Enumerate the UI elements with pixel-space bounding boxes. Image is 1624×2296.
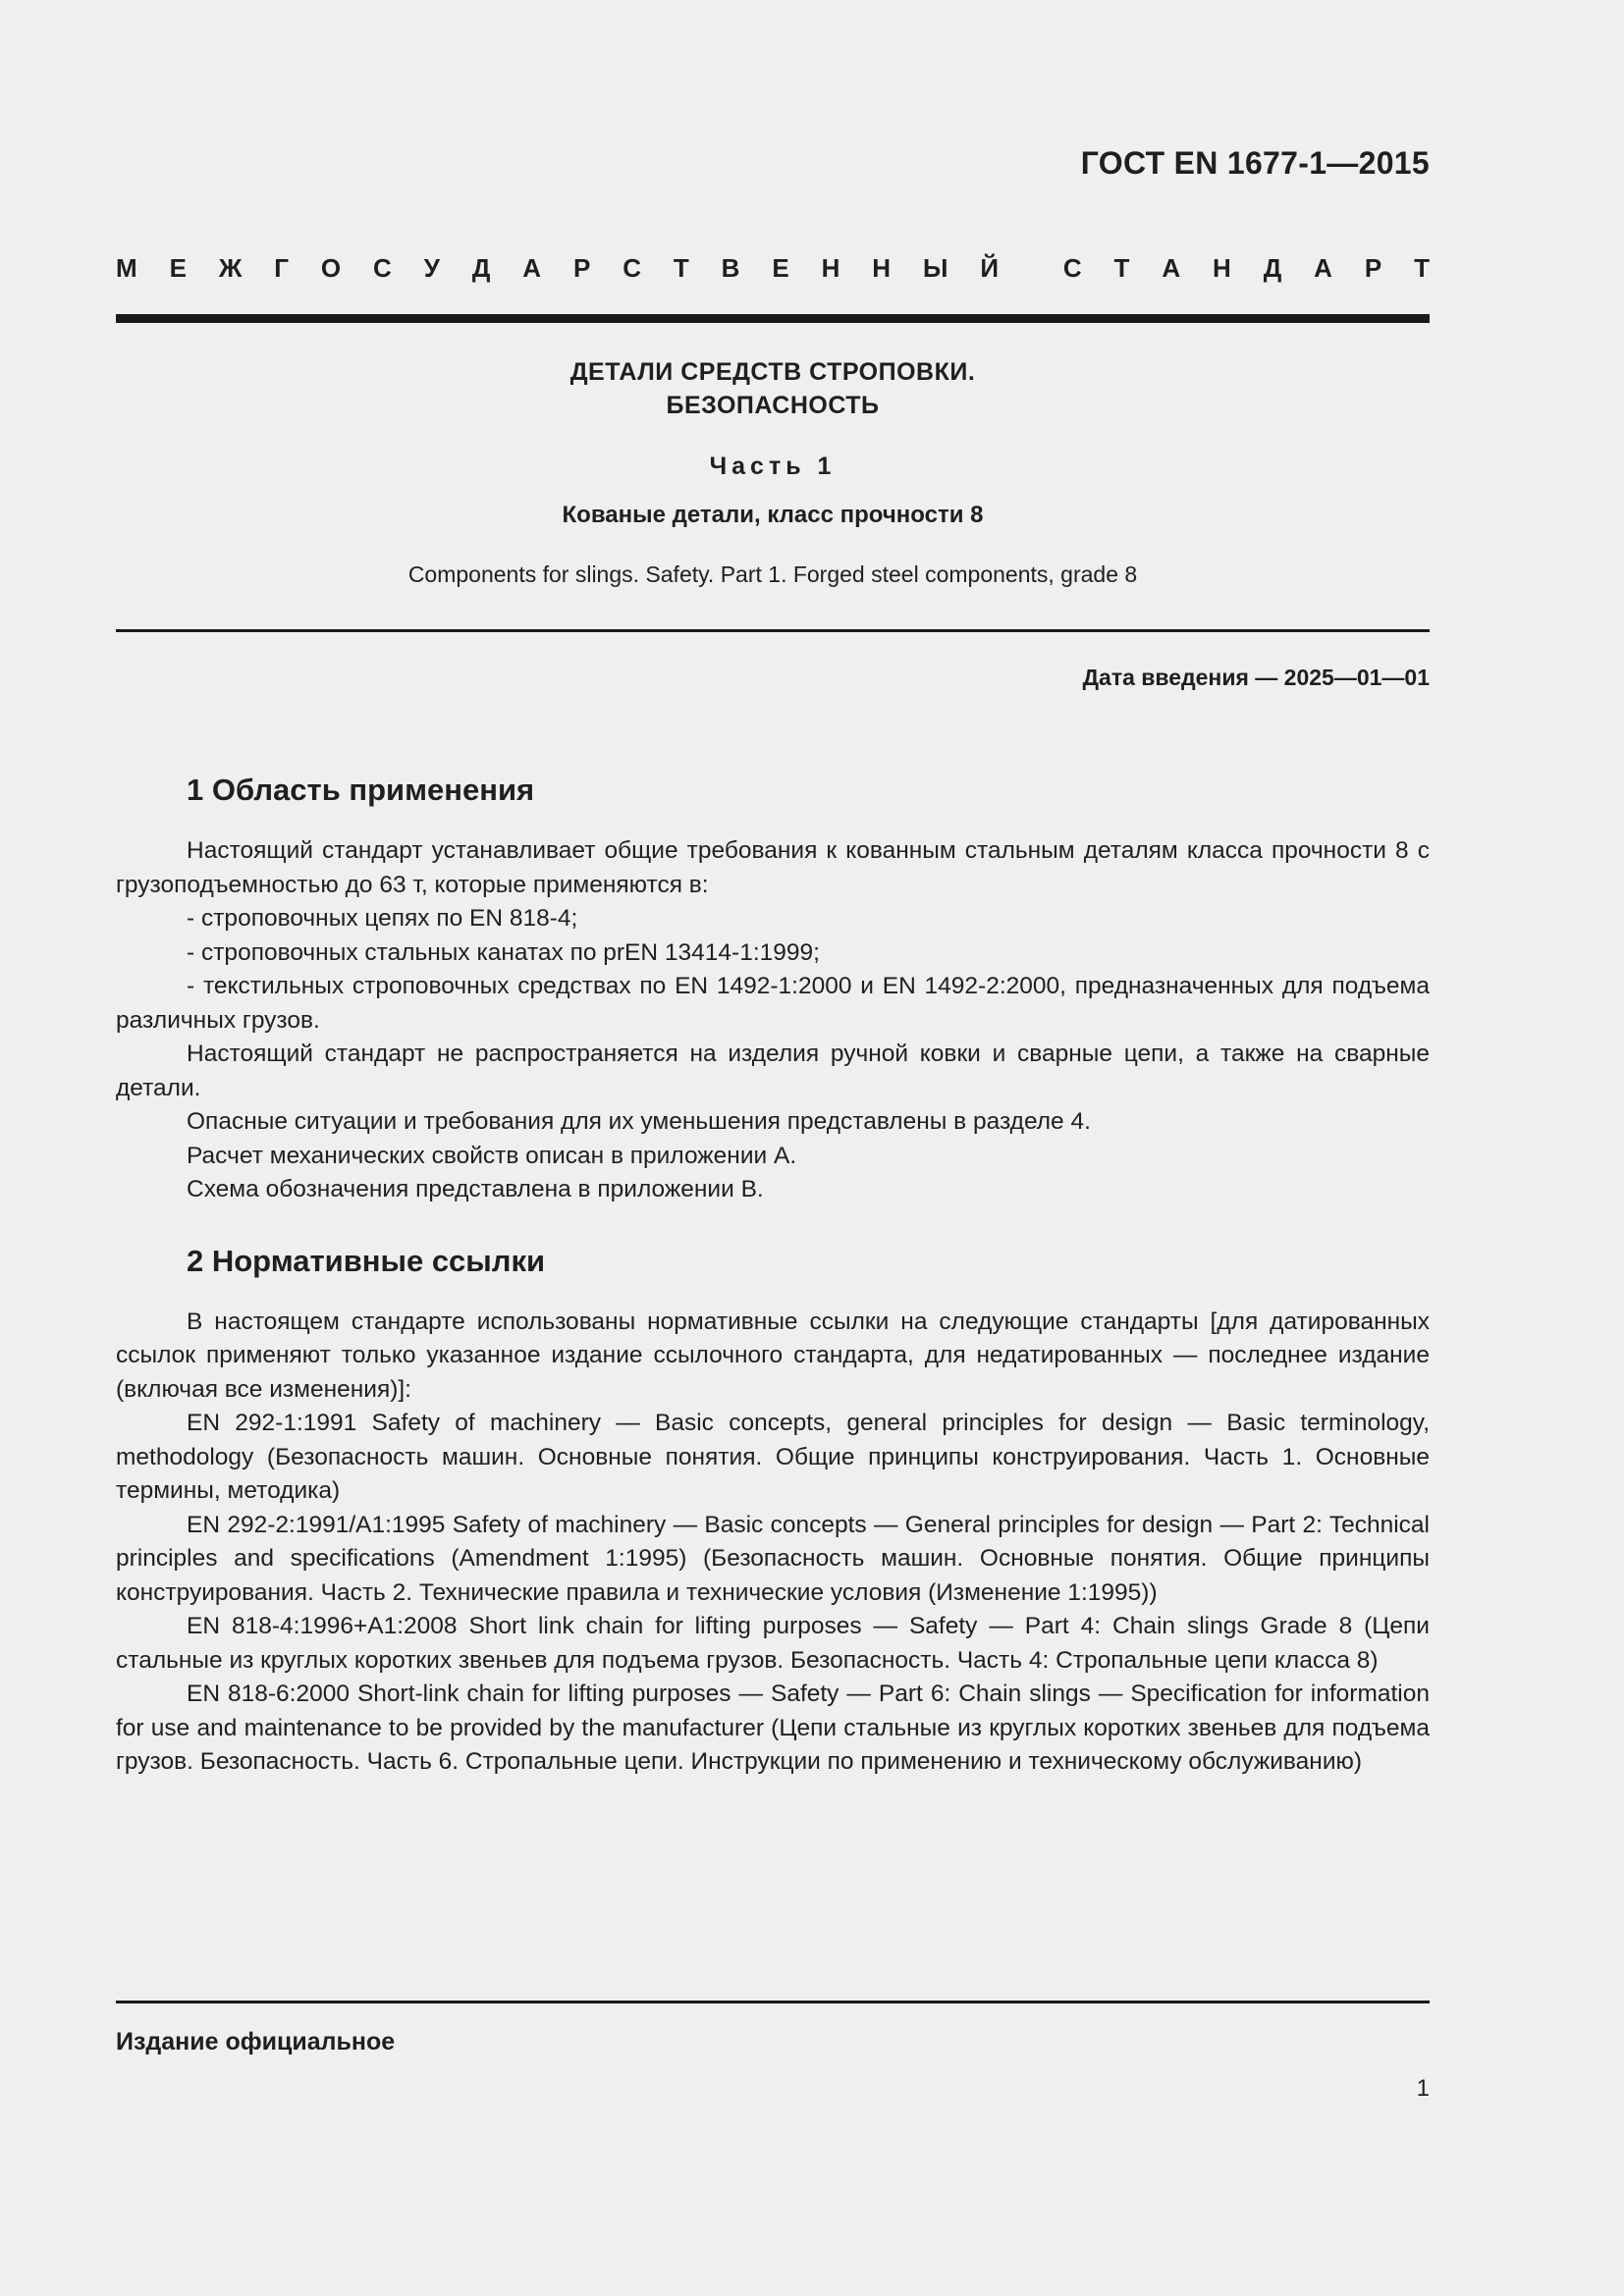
section-1-paragraph: Настоящий стандарт не распространяется на изделия ручной ковки и сварные цепи, а также на сварные детали. xyxy=(116,1041,1430,1101)
standard-type-letter: О xyxy=(320,253,342,283)
official-edition-label: Издание официальное xyxy=(116,2028,396,2056)
standard-type-letter: А xyxy=(1314,253,1332,283)
title-divider xyxy=(116,629,1430,632)
document-body xyxy=(116,766,1430,1780)
normative-reference: EN 292-2:1991/A1:1995 Safety of machinery — Basic concepts — General principles for design — Part 2: Technical principles and specifications (Amendment 1:1995) (Безопасность машин. Основные понятия. Общие принципы конструирования. Часть 2. Технические правила и технические условия (Изменение 1:1995)) xyxy=(116,1511,1430,1606)
section-2-paragraph: В настоящем стандарте использованы нормативные ссылки на следующие стандарты [для датированных ссылок применяют только указанное издание ссылочного стандарта, для недатированных — последнее издание (включая все изменения)]: xyxy=(116,1308,1430,1403)
section-1-list-item: - строповочных стальных канатах по prEN 13414-1:1999; xyxy=(187,938,820,966)
standard-type-letter: Ы xyxy=(922,253,948,283)
standard-type-letter: Д xyxy=(471,253,491,283)
standard-type-letter: Т xyxy=(673,253,689,283)
english-title: Components for slings. Safety. Part 1. Forged steel components, grade 8 xyxy=(407,561,1138,587)
standard-type-letter: С xyxy=(623,253,641,283)
part-title: Кованые детали, класс прочности 8 xyxy=(562,502,984,528)
standard-type-letter: С xyxy=(373,253,392,283)
standard-type-letter: Р xyxy=(572,253,591,283)
normative-reference: EN 818-6:2000 Short-link chain for lifting purposes — Safety — Part 6: Chain slings — Specification for information for use and maintenance to be provided by the manufacturer (Цепи стальные из круглых коротких звеньев для подъема грузов. Безопасность. Часть 6. Стропальные цепи. Инструкции по применению и техническому обслуживанию) xyxy=(116,1681,1430,1775)
section-1-paragraph: Настоящий стандарт устанавливает общие требования к кованным стальным деталям класса прочности 8 с грузоподъемностью до 63 т, которые применяются в: xyxy=(116,837,1430,898)
standard-type-letter: Е xyxy=(169,253,187,283)
introduction-date: Дата введения — 2025—01—01 xyxy=(1082,665,1430,690)
standard-type-heading xyxy=(116,253,1430,284)
standard-type-letter: Н xyxy=(821,253,840,283)
normative-reference: EN 818-4:1996+A1:2008 Short link chain for lifting purposes — Safety — Part 4: Chain slings Grade 8 (Цепи стальные из круглых коротких звеньев для подъема грузов. Безопасность. Часть 4: Стропальные цепи класса 8) xyxy=(116,1613,1430,1674)
standard-type-letter: Т xyxy=(1113,253,1130,283)
section-1-paragraph: Схема обозначения представлена в приложении В. xyxy=(187,1176,764,1202)
standard-type-letter: У xyxy=(423,253,440,283)
standard-type-letter: А xyxy=(1162,253,1181,283)
standard-type-letter: Ж xyxy=(218,253,243,283)
header-divider xyxy=(116,314,1430,323)
document-title xyxy=(116,355,1430,422)
document-number: ГОСТ EN 1677-1—2015 xyxy=(1080,145,1430,181)
part-label: Часть 1 xyxy=(709,453,837,480)
standard-type-letter: Г xyxy=(274,253,289,283)
section-1-heading: 1 Область применения xyxy=(187,773,535,807)
section-1-list-item: - текстильных строповочных средствах по EN 1492-1:2000 и EN 1492-2:2000, предназначенных для подъема различных грузов. xyxy=(116,973,1430,1034)
footer-divider xyxy=(116,2001,1430,2003)
standard-type-letter: Й xyxy=(980,253,1000,283)
standard-type-letter: Е xyxy=(772,253,789,283)
document-page xyxy=(116,0,1430,2296)
standard-type-letter: В xyxy=(721,253,740,283)
standard-type-letter: М xyxy=(116,253,137,283)
page-number: 1 xyxy=(1416,2075,1430,2102)
title-line-1: ДЕТАЛИ СРЕДСТВ СТРОПОВКИ. xyxy=(569,358,976,386)
standard-type-letter: Н xyxy=(872,253,892,283)
title-line-2: БЕЗОПАСНОСТЬ xyxy=(666,392,880,419)
standard-type-letter: Н xyxy=(1213,253,1231,283)
section-1-list-item: - строповочных цепях по EN 818-4; xyxy=(187,905,578,932)
section-2-heading: 2 Нормативные ссылки xyxy=(187,1243,546,1278)
section-1-paragraph: Расчет механических свойств описан в приложении А. xyxy=(187,1142,797,1169)
standard-type-letter: Д xyxy=(1263,253,1282,283)
section-1-paragraph: Опасные ситуации и требования для их уменьшения представлены в разделе 4. xyxy=(187,1108,1091,1135)
standard-type-letter: Т xyxy=(1414,253,1430,283)
standard-type-letter: С xyxy=(1062,253,1082,283)
normative-reference: EN 292-1:1991 Safety of machinery — Basic concepts, general principles for design — Basic terminology, methodology (Безопасность машин. Основные понятия. Общие принципы конструирования. Часть 1. Основные термины, методика) xyxy=(116,1410,1430,1504)
standard-type-letter: Р xyxy=(1364,253,1382,283)
standard-type-letter: А xyxy=(522,253,542,283)
